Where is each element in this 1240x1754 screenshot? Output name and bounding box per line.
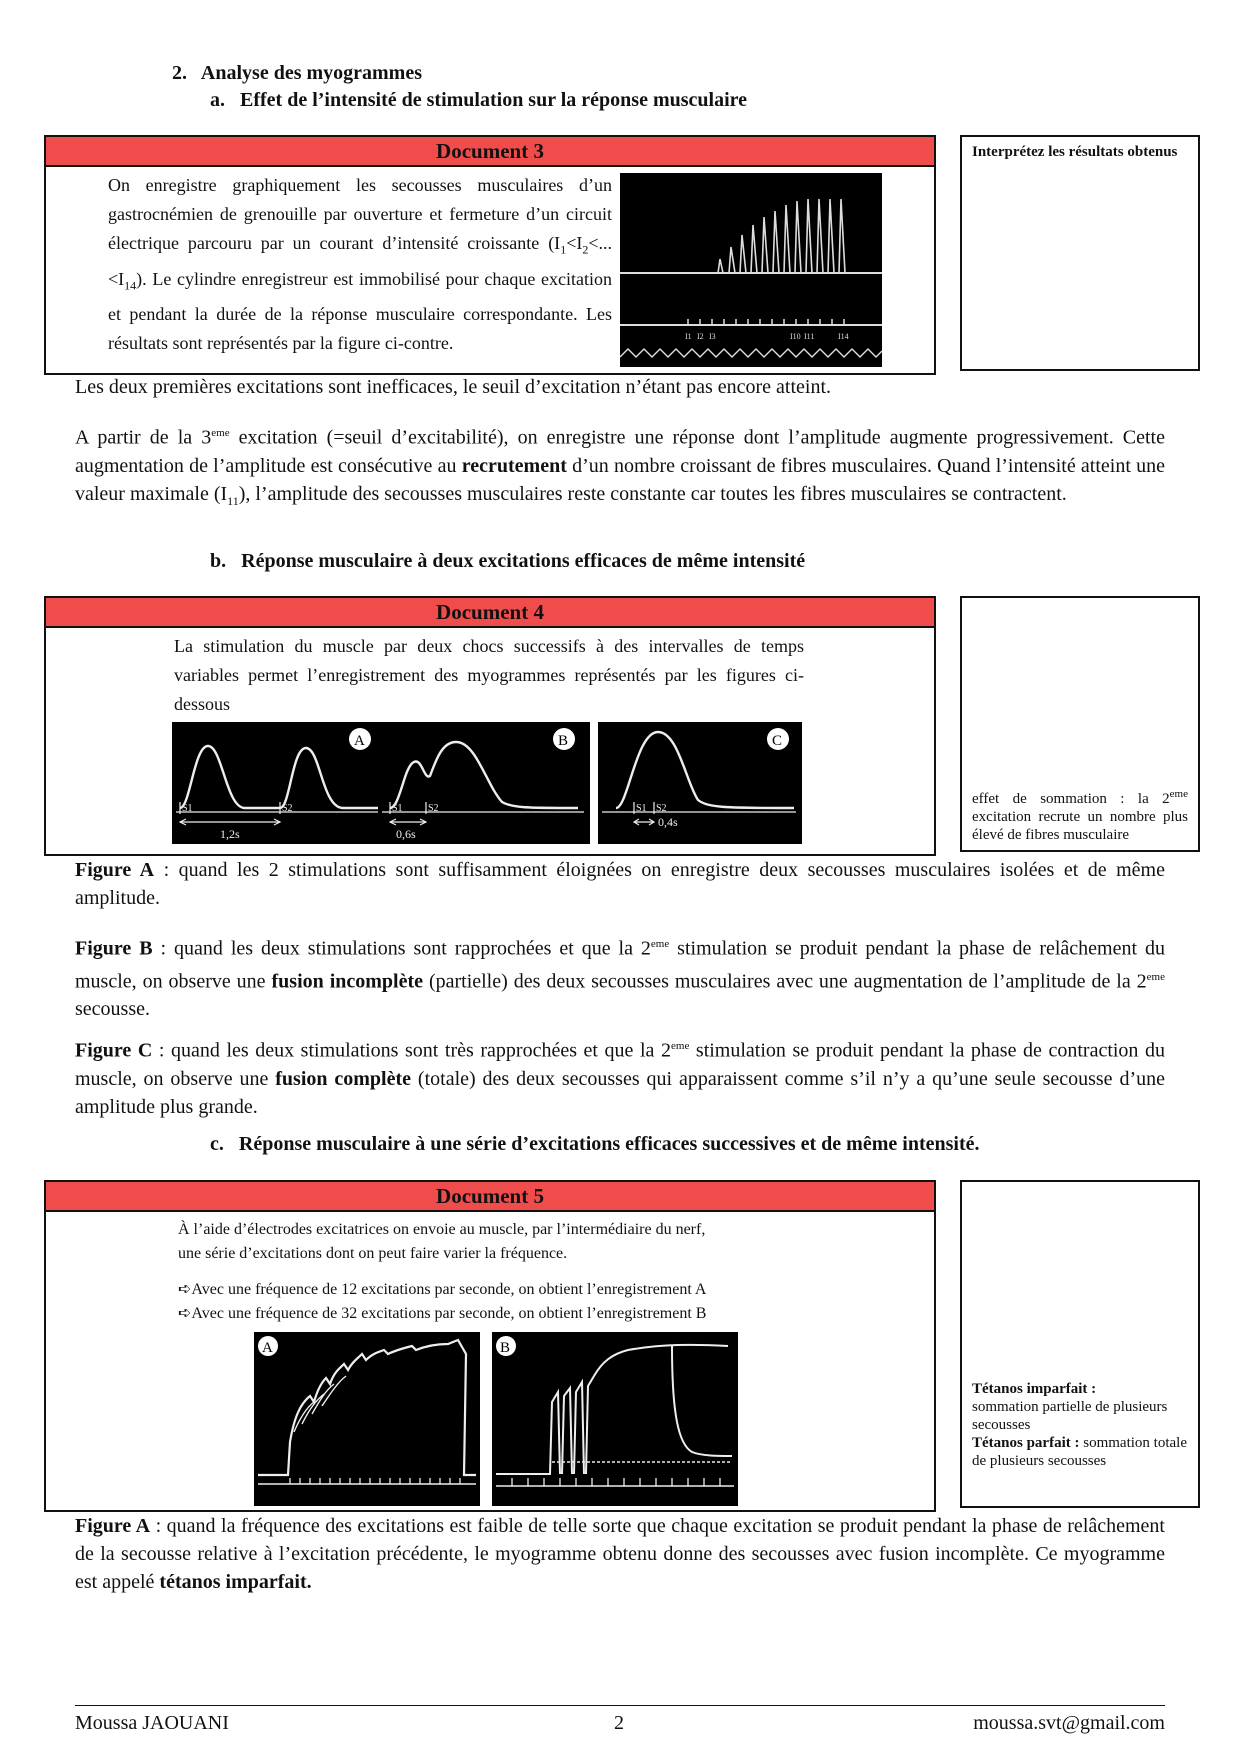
fig-b-s2: S2 <box>428 803 439 814</box>
subheading-c <box>210 1133 979 1156</box>
tetanus-figure-b <box>492 1332 738 1506</box>
document-3-text: On enregistre graphiquement les secousses musculaires d’un gastrocnémien de grenouille par ouverture et fermeture d’un circuit électrique parcouru par un courant d’intensité croissante $(I_1<I_2<...<I_{14})$. Le cylindre enregistreur est immobilisé pour chaque excitation et pendant la durée de la réponse musculaire correspondante. Les résultats sont représentés par la figure ci-contre. <box>108 175 612 354</box>
document-3-box <box>44 135 936 375</box>
doc5-line-1: À l’aide d’électrodes excitatrices on envoie au muscle, par l’intermédiaire du nerf, <box>178 1221 706 1238</box>
document-3-title: Document 3 <box>46 137 934 167</box>
arrow-icon: ➪ <box>178 1305 192 1322</box>
section-heading <box>172 62 422 85</box>
document-3-side-note: Interprétez les résultats obtenus <box>960 135 1200 371</box>
label-i11: I11 <box>804 332 815 341</box>
subheading-a <box>210 89 747 112</box>
subheading-a-letter: a. <box>210 89 225 111</box>
fig-a-s1: S1 <box>182 803 193 814</box>
footer-author: Moussa JAOUANI <box>75 1712 229 1734</box>
fig-c-s2: S2 <box>656 803 667 814</box>
subheading-a-title: Effet de l’intensité de stimulation sur la réponse musculaire <box>240 89 748 111</box>
subheading-c-letter: c. <box>210 1133 224 1155</box>
document-4-side-note <box>960 596 1200 852</box>
fig-c-letter: C <box>772 733 783 749</box>
subheading-b-letter: b. <box>210 550 227 572</box>
footer-divider <box>75 1705 1165 1706</box>
label-i2: I2 <box>697 332 704 341</box>
tetanus-figure-a <box>254 1332 480 1506</box>
paragraph-threshold: Les deux premières excitations sont inefficaces, le seuil d’excitation n’étant pas encore atteint. <box>75 376 832 398</box>
figure-a-myogram <box>172 722 386 844</box>
tetanus-b-letter: B <box>500 1340 511 1356</box>
arrow-icon: ➪ <box>178 1281 192 1298</box>
section-number: 2. <box>172 62 187 84</box>
document-4-text: La stimulation du muscle par deux chocs successifs à des intervalles de temps variables permet l’enregistrement des myogrammes représentés par les figures ci-dessous <box>174 636 804 714</box>
document-4-box <box>44 596 936 856</box>
document-5-title: Document 5 <box>46 1182 934 1212</box>
fig-a-letter: A <box>354 733 365 749</box>
tetanus-note: Tétanos imparfait : sommation partielle de plusieurs secousses Tétanos parfait : sommation totale de plusieurs secousses <box>972 1381 1187 1469</box>
myogram-intensity-figure <box>620 173 882 367</box>
subheading-b-title: Réponse musculaire à deux excitations efficaces de même intensité <box>241 550 806 572</box>
label-i3: I3 <box>709 332 716 341</box>
footer-email: moussa.svt@gmail.com <box>973 1712 1165 1734</box>
subheading-c-title: Réponse musculaire à une série d’excitations efficaces successives et de même intensité. <box>238 1133 980 1155</box>
fig-b-letter: B <box>558 733 569 749</box>
fig-c-interval: 0,4s <box>658 815 678 829</box>
document-4-title: Document 4 <box>46 598 934 628</box>
figure-b-myogram <box>378 722 590 844</box>
doc5-line-4: ➪Avec une fréquence de 32 excitations par seconde, on obtient l’enregistrement B <box>178 1305 707 1322</box>
fig-a-s2: S2 <box>282 803 293 814</box>
document-5-box <box>44 1180 936 1512</box>
fig-b-s1: S1 <box>392 803 403 814</box>
doc5-line-2: une série d’excitations dont on peut faire varier la fréquence. <box>178 1245 568 1262</box>
document-5-intro <box>178 1218 706 1326</box>
figure-c-myogram <box>598 722 802 844</box>
fig-b-interval: 0,6s <box>396 827 416 841</box>
paragraph-figure-a: Figure A : quand les 2 stimulations sont suffisamment éloignées on enregistre deux secousses musculaires isolées et de même amplitude. <box>75 859 1165 909</box>
label-i10: I10 <box>790 332 801 341</box>
paragraph-tetanus-a: Figure A : quand la fréquence des excitations est faible de telle sorte que chaque excitation se produit pendant la phase de relâchement de la secousse relative à l’excitation précédente, le myogramme obtenu donne des secousses avec fusion incomplète. Ce myogramme est appelé tétanos imparfait. <box>75 1515 1165 1593</box>
paragraph-recruitment: A partir de la 3eme excitation (=seuil d’excitabilité), on enregistre une réponse dont l’amplitude augmente progressivement. Cette augmentation de l’amplitude est consécutive au recrutement d’un nombre croissant de fibres musculaires. Quand l’intensité atteint une valeur maximale $(I_{11})$, l’amplitude des secousses musculaires reste constante car toutes les fibres musculaires se contractent. <box>75 426 1165 508</box>
label-i1: I1 <box>685 332 692 341</box>
paragraph-figure-b: Figure B : quand les deux stimulations sont rapprochées et que la 2eme stimulation se produit pendant la phase de relâchement du muscle, on observe une fusion incomplète (partielle) des deux secousses musculaires avec une augmentation de l’amplitude de la 2eme secousse. <box>75 937 1165 1021</box>
label-i14: I14 <box>838 332 849 341</box>
section-title: Analyse des myogrammes <box>200 62 422 84</box>
tetanus-a-letter: A <box>262 1340 273 1356</box>
fig-c-s1: S1 <box>636 803 647 814</box>
footer-page-number: 2 <box>614 1712 624 1734</box>
fig-a-interval: 1,2s <box>220 827 240 841</box>
paragraph-figure-c: Figure C : quand les deux stimulations sont très rapprochées et que la 2eme stimulation se produit pendant la phase de contraction du muscle, on observe une fusion complète (totale) des deux secousses qui apparaissent comme s’il n’y a qu’une seule secousse d’une amplitude plus grande. <box>75 1039 1166 1118</box>
document-5-side-note <box>960 1180 1200 1508</box>
doc5-line-3: ➪Avec une fréquence de 12 excitations par seconde, on obtient l’enregistrement A <box>178 1281 707 1298</box>
subheading-b <box>210 550 805 573</box>
summation-note: effet de sommation : la 2eme excitation recrute un nombre plus élevé de fibres musculaire <box>972 788 1188 843</box>
